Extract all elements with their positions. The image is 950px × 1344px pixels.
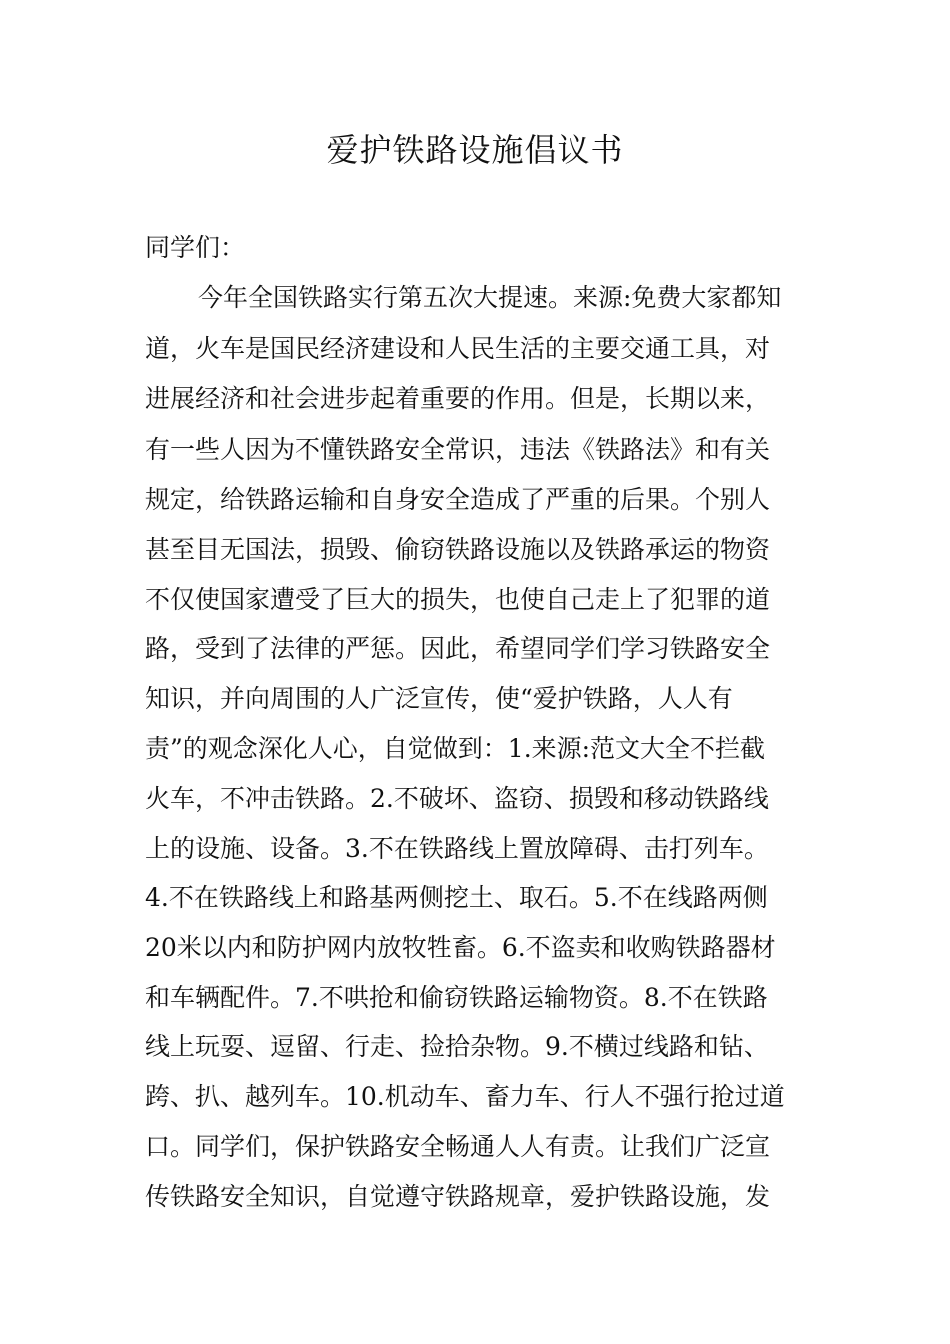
body-line: 责”的观念深化人心，自觉做到：1.来源:范文大全不拦截 [145, 734, 766, 763]
body-line: 4.不在铁路线上和路基两侧挖土、取石。5.不在线路两侧 [145, 883, 768, 912]
body-line: 路，受到了法律的严惩。因此，希望同学们学习铁路安全 [145, 634, 771, 663]
body-line: 和车辆配件。7.不哄抢和偷窃铁路运输物资。8.不在铁路 [145, 983, 768, 1012]
body-line: 进展经济和社会进步起着重要的作用。但是，长期以来， [145, 384, 771, 413]
body-line: 上的设施、设备。3.不在铁路线上置放障碍、击打列车。 [145, 834, 769, 863]
body-line: 口。同学们，保护铁路安全畅通人人有责。让我们广泛宣 [145, 1132, 771, 1161]
body-line: 跨、扒、越列车。10.机动车、畜力车、行人不强行抢过道 [145, 1082, 785, 1111]
body-line: 有一些人因为不懂铁路安全常识，违法《铁路法》和有关 [145, 435, 771, 464]
body-line: 传铁路安全知识，自觉遵守铁路规章，爱护铁路设施，发 [145, 1182, 771, 1211]
body-line: 知识，并向周围的人广泛宣传，使“爱护铁路，人人有 [145, 684, 733, 713]
body-line: 线上玩耍、逗留、行走、捡拾杂物。9.不横过线路和钻、 [145, 1032, 769, 1061]
body-line: 20米以内和防护网内放牧牲畜。6.不盗卖和收购铁路器材 [145, 933, 776, 962]
body-line: 道，火车是国民经济建设和人民生活的主要交通工具，对 [145, 334, 771, 363]
document-title: 爱护铁路设施倡议书 [326, 131, 624, 169]
greeting: 同学们： [145, 233, 246, 262]
body-line: 火车，不冲击铁路。2.不破坏、盗窃、损毁和移动铁路线 [145, 784, 769, 813]
body-line: 今年全国铁路实行第五次大提速。来源:免费大家都知 [198, 283, 782, 312]
body-line: 甚至目无国法，损毁、偷窃铁路设施以及铁路承运的物资 [145, 535, 771, 564]
body-line: 规定，给铁路运输和自身安全造成了严重的后果。个别人 [145, 485, 771, 514]
body-line: 不仅使国家遭受了巨大的损失，也使自己走上了犯罪的道 [145, 585, 771, 614]
